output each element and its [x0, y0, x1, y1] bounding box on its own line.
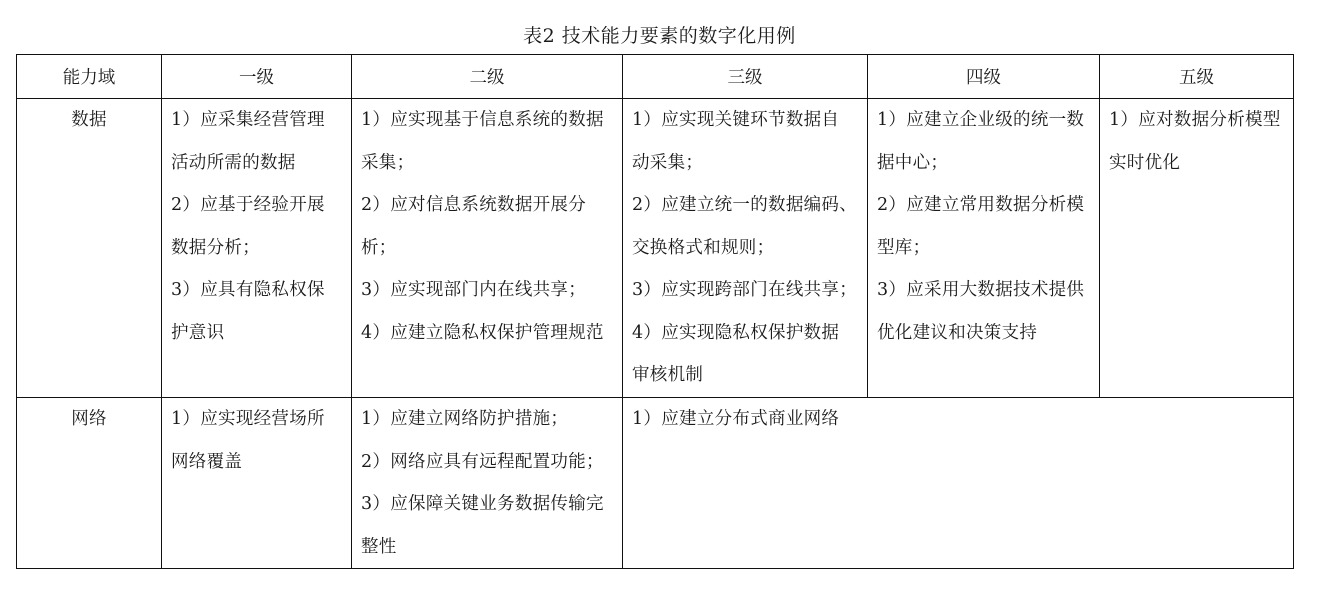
cell-line: 据中心； — [877, 152, 949, 173]
domain-cell-network — [17, 398, 162, 569]
cell-line: 网络覆盖 — [171, 451, 243, 472]
cell-line: 实时优化 — [1109, 152, 1181, 173]
cell-line: 3）应实现部门内在线共享； — [361, 280, 587, 300]
cell-line: 析； — [361, 237, 397, 258]
header-level-5: 五级 — [1100, 55, 1294, 99]
cell-line: 3）应采用大数据技术提供 — [877, 280, 1085, 300]
cell-line: 数据分析； — [171, 237, 260, 258]
cell-line: 1）应采集经营管理 — [171, 110, 325, 130]
cell-line: 型库； — [877, 237, 931, 258]
cell-line: 3）应实现跨部门在线共享； — [632, 280, 858, 300]
domain-cell-data — [17, 99, 162, 398]
domain-label: 数据 — [71, 110, 107, 130]
header-level-2: 二级 — [352, 55, 623, 99]
cell-network-level-3-5 — [623, 398, 1294, 569]
cell-data-level-4 — [868, 99, 1100, 398]
table-caption: 表2 技术能力要素的数字化用例 — [523, 25, 796, 47]
header-domain: 能力域 — [17, 55, 162, 99]
cell-data-level-2 — [352, 99, 623, 398]
cell-line: 1）应实现基于信息系统的数据 — [361, 110, 604, 130]
cell-line: 护意识 — [171, 322, 225, 343]
cell-line: 2）应基于经验开展 — [171, 195, 325, 215]
capability-table — [16, 54, 1294, 569]
cell-line: 2）应对信息系统数据开展分 — [361, 195, 587, 215]
cell-line: 交换格式和规则； — [632, 237, 775, 258]
cell-line: 2）应建立统一的数据编码、 — [632, 195, 858, 215]
cell-line: 2）网络应具有远程配置功能； — [361, 451, 604, 472]
cell-line: 3）应保障关键业务数据传输完 — [361, 494, 604, 514]
cell-line: 1）应实现关键环节数据自 — [632, 110, 840, 130]
table-header-row — [17, 55, 1294, 99]
cell-line: 4）应实现隐私权保护数据 — [632, 322, 840, 343]
header-level-3: 三级 — [623, 55, 868, 99]
cell-line: 1）应建立企业级的统一数 — [877, 110, 1085, 130]
cell-line: 审核机制 — [632, 365, 704, 385]
cell-data-level-5 — [1100, 99, 1294, 398]
cell-data-level-3 — [623, 99, 868, 398]
cell-line: 4）应建立隐私权保护管理规范 — [361, 322, 604, 343]
cell-line: 活动所需的数据 — [171, 152, 296, 173]
cell-data-level-1 — [162, 99, 352, 398]
cell-line: 1）应实现经营场所 — [171, 409, 325, 429]
cell-line: 动采集； — [632, 152, 704, 173]
domain-label: 网络 — [71, 409, 107, 429]
cell-line: 1）应对数据分析模型 — [1109, 110, 1281, 130]
table-row-network — [17, 398, 1294, 569]
cell-line: 1）应建立分布式商业网络 — [632, 409, 840, 429]
cell-network-level-1 — [162, 398, 352, 569]
cell-line: 采集； — [361, 152, 415, 173]
cell-line: 优化建议和决策支持 — [877, 322, 1038, 343]
header-level-1: 一级 — [162, 55, 352, 99]
cell-line: 3）应具有隐私权保 — [171, 280, 325, 300]
cell-line: 1）应建立网络防护措施； — [361, 409, 569, 429]
cell-network-level-2 — [352, 398, 623, 569]
header-level-4: 四级 — [868, 55, 1100, 99]
cell-line: 2）应建立常用数据分析模 — [877, 195, 1085, 215]
table-row-data — [17, 99, 1294, 398]
cell-line: 整性 — [361, 536, 397, 557]
